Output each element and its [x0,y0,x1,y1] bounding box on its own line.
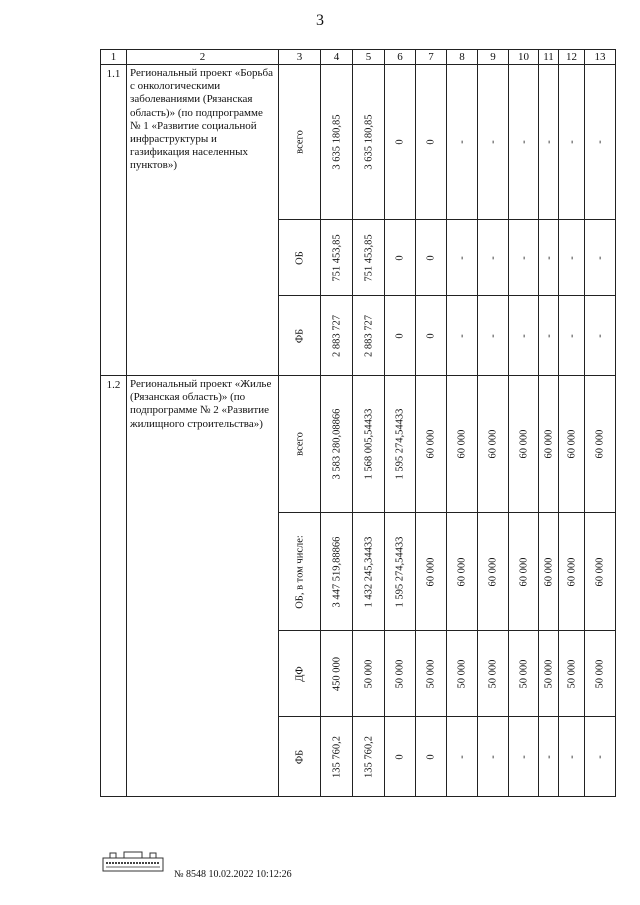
amount-cell [509,631,539,717]
amount-cell [585,631,616,717]
amount-cell-text: 0 [425,332,437,339]
amount-cell-text: 751 453,85 [331,233,342,282]
col-header: 5 [353,50,385,65]
amount-cell-text: - [543,333,554,338]
amount-cell [385,220,416,296]
amount-cell [585,296,616,376]
amount-cell [559,631,585,717]
amount-cell [447,631,478,717]
amount-cell-text: - [543,255,554,260]
amount-cell [416,220,447,296]
amount-cell [539,296,559,376]
col-header: 3 [279,50,321,65]
funding-source-label-text: ФБ [294,328,305,343]
amount-cell [509,376,539,513]
amount-cell-text: 50 000 [594,659,606,688]
amount-cell-text: 50 000 [394,659,406,688]
amount-cell-text: - [594,754,606,759]
amount-cell-text: 0 [394,332,406,339]
amount-cell-text: - [518,140,529,144]
amount-cell [385,296,416,376]
amount-cell [416,717,447,797]
amount-cell [559,220,585,296]
amount-cell-text: - [518,333,529,338]
funding-source-label [279,717,321,797]
amount-cell-text: 0 [425,139,437,145]
amount-cell-text: - [543,754,554,759]
amount-cell [416,376,447,513]
amount-cell-text: 0 [394,254,406,261]
amount-cell-text: 1 432 245,34433 [363,536,374,607]
amount-cell-text: 60 000 [594,557,606,586]
amount-cell-text: 1 568 005,54433 [363,408,374,480]
amount-cell [585,65,616,220]
amount-cell-text: 3 447 519,88866 [331,536,342,607]
funding-source-label [279,65,321,220]
amount-cell-text: - [456,333,468,338]
amount-cell [559,513,585,631]
amount-cell-text: 450 000 [331,656,342,691]
amount-cell-text: 1 595 274,54433 [394,408,406,480]
amount-cell [385,376,416,513]
amount-cell-text: 3 635 180,85 [363,114,374,170]
amount-cell-text: - [456,140,468,144]
amount-cell-text: 50 000 [543,659,554,688]
funding-source-label [279,220,321,296]
amount-cell [539,65,559,220]
col-header: 11 [539,50,559,65]
amount-cell-text: - [594,333,606,338]
amount-cell [447,296,478,376]
amount-cell-text: - [456,255,468,260]
amount-cell-text: - [566,140,577,144]
amount-cell-text: 50 000 [487,659,499,688]
funding-source-label [279,513,321,631]
amount-cell [478,513,509,631]
registration-stamp-icon [102,850,164,872]
table-row [101,376,616,513]
amount-cell [416,631,447,717]
amount-cell [478,717,509,797]
amount-cell-text: 60 000 [487,429,499,459]
funding-source-label-text: всего [294,130,305,154]
amount-cell [385,65,416,220]
amount-cell-text: 751 453,85 [363,233,374,282]
amount-cell [321,717,353,797]
table-row [101,65,616,220]
amount-cell-text: - [566,754,577,759]
amount-cell [509,717,539,797]
amount-cell [509,65,539,220]
amount-cell [353,220,385,296]
funding-source-label [279,631,321,717]
amount-cell [353,65,385,220]
amount-cell [447,717,478,797]
registration-number: № 8548 10.02.2022 10:12:26 [174,869,292,880]
amount-cell [385,631,416,717]
amount-cell-text: 0 [394,753,406,760]
amount-cell [478,220,509,296]
amount-cell-text: 60 000 [425,557,437,586]
amount-cell [416,296,447,376]
amount-cell-text: 50 000 [518,659,529,688]
funding-source-label-text: всего [294,432,305,456]
amount-cell [447,513,478,631]
amount-cell-text: 60 000 [518,557,529,586]
amount-cell-text: 60 000 [487,557,499,586]
col-header: 6 [385,50,416,65]
amount-cell-text: 2 883 727 [363,314,374,357]
amount-cell-text: 60 000 [594,429,606,459]
amount-cell [509,513,539,631]
col-header: 8 [447,50,478,65]
amount-cell [509,220,539,296]
amount-cell [321,220,353,296]
amount-cell-text: 50 000 [425,659,437,688]
amount-cell [585,513,616,631]
amount-cell-text: 0 [425,254,437,261]
amount-cell [321,65,353,220]
amount-cell-text: - [487,140,499,144]
section-number: 1.1 [101,65,127,376]
funding-source-label-text: ОБ [294,250,305,265]
funding-source-label-text: ДФ [294,665,305,682]
amount-cell [447,220,478,296]
header-row [101,50,616,65]
amount-cell [416,65,447,220]
amount-cell-text: - [594,255,606,260]
amount-cell [353,296,385,376]
amount-cell [559,376,585,513]
funding-source-label [279,296,321,376]
amount-cell [353,631,385,717]
amount-cell [447,65,478,220]
section-number: 1.2 [101,376,127,797]
amount-cell-text: 1 595 274,54433 [394,536,406,607]
col-header: 2 [127,50,279,65]
amount-cell-text: 60 000 [456,429,468,459]
amount-cell-text: - [456,754,468,759]
amount-cell-text: 60 000 [518,429,529,459]
amount-cell [353,376,385,513]
amount-cell [559,65,585,220]
amount-cell [385,717,416,797]
amount-cell [478,376,509,513]
amount-cell-text: 60 000 [456,557,468,586]
amount-cell-text: 2 883 727 [331,314,342,357]
amount-cell-text: 60 000 [566,557,577,586]
amount-cell [509,296,539,376]
amount-cell-text: - [566,333,577,338]
amount-cell [321,296,353,376]
amount-cell [353,513,385,631]
amount-cell [447,376,478,513]
amount-cell [585,717,616,797]
amount-cell-text: - [487,255,499,260]
col-header: 9 [478,50,509,65]
amount-cell [478,65,509,220]
amount-cell-text: 60 000 [566,429,577,459]
amount-cell-text: 0 [394,139,406,145]
amount-cell-text: 50 000 [566,659,577,688]
col-header: 13 [585,50,616,65]
amount-cell [539,513,559,631]
amount-cell [353,717,385,797]
amount-cell [478,631,509,717]
amount-cell [321,631,353,717]
col-header: 10 [509,50,539,65]
amount-cell [321,376,353,513]
amount-cell [385,513,416,631]
amount-cell [539,376,559,513]
budget-table [100,49,616,797]
amount-cell [559,717,585,797]
amount-cell [478,296,509,376]
amount-cell-text: 3 583 280,08866 [331,408,342,480]
amount-cell [585,376,616,513]
amount-cell-text: 50 000 [363,659,374,688]
amount-cell-text: 3 635 180,85 [331,114,342,170]
amount-cell [559,296,585,376]
amount-cell-text: - [518,754,529,759]
amount-cell-text: - [487,333,499,338]
amount-cell [321,513,353,631]
amount-cell-text: 50 000 [456,659,468,688]
amount-cell-text: 60 000 [425,429,437,459]
amount-cell [585,220,616,296]
amount-cell [416,513,447,631]
amount-cell [539,631,559,717]
amount-cell-text: - [543,140,554,144]
amount-cell-text: 60 000 [543,429,554,459]
amount-cell [539,717,559,797]
project-name: Региональный проект «Жилье (Рязанская область)» (по подпрограмме № 2 «Развитие жилищного строительства») [127,376,279,797]
project-name: Региональный проект «Борьба с онкологическими заболеваниями (Рязанская область)» (по подпрограмме № 1 «Развитие социальной инфраструктуры и газификация населенных пунктов») [127,65,279,376]
col-header: 7 [416,50,447,65]
amount-cell-text: - [518,255,529,260]
amount-cell-text: 135 760,2 [363,735,374,778]
col-header: 1 [101,50,127,65]
amount-cell-text: - [594,140,606,144]
amount-cell-text: - [487,754,499,759]
amount-cell-text: 135 760,2 [331,735,342,778]
col-header: 12 [559,50,585,65]
page-number: 3 [316,12,324,29]
amount-cell-text: 0 [425,753,437,760]
funding-source-label-text: ФБ [294,749,305,764]
amount-cell-text: 60 000 [543,557,554,586]
funding-source-label [279,376,321,513]
amount-cell [539,220,559,296]
funding-source-label-text: ОБ, в том числе: [294,534,305,609]
amount-cell-text: - [566,255,577,260]
col-header: 4 [321,50,353,65]
